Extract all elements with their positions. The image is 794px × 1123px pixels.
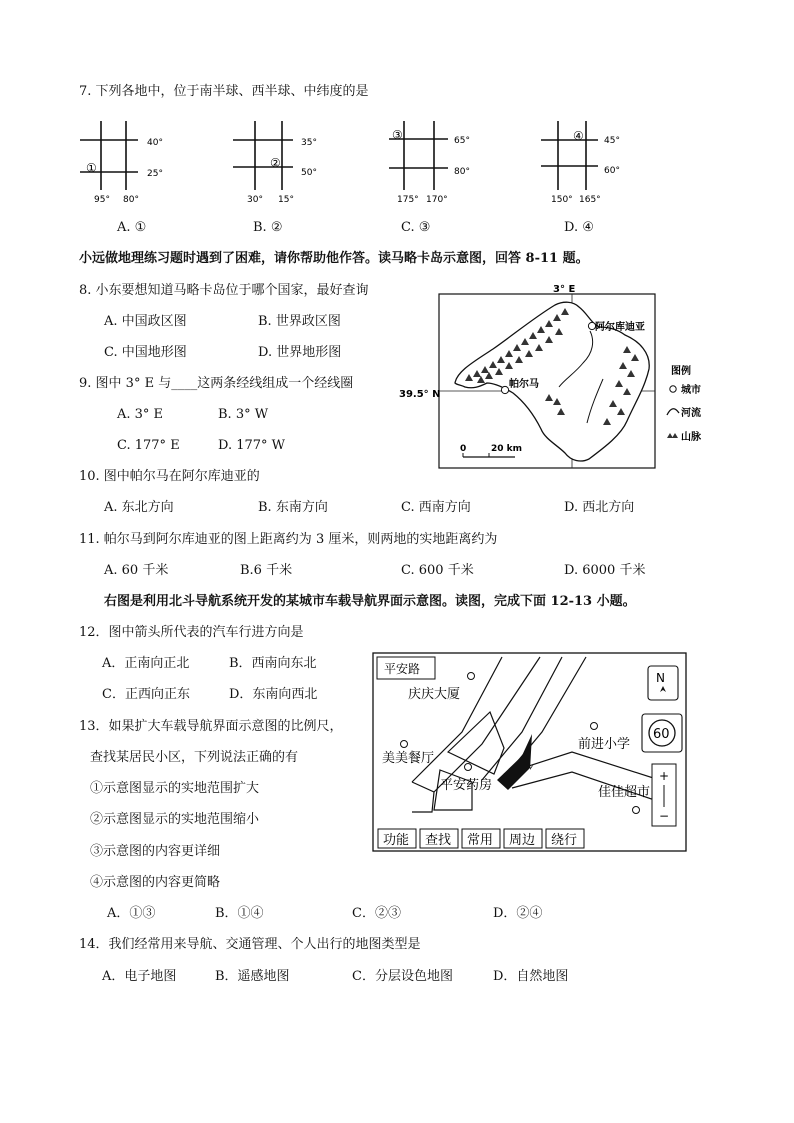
q9-option-b[interactable]: B. 3° W bbox=[218, 407, 269, 422]
grid4-lon-left: 150° bbox=[551, 195, 573, 205]
grid1-marker: ① bbox=[86, 161, 97, 175]
grid1-lat-bottom: 25° bbox=[147, 169, 163, 179]
grid4-lon-right: 165° bbox=[579, 195, 601, 205]
q13-option-a[interactable]: A．①③ bbox=[107, 906, 156, 921]
grid4-lat-top: 45° bbox=[604, 136, 620, 146]
legend-river: 河流 bbox=[681, 408, 701, 419]
q13-option-c[interactable]: C．②③ bbox=[352, 906, 401, 921]
q10-option-a[interactable]: A. 东北方向 bbox=[104, 500, 174, 515]
q10-stem: 10. 图中帕尔马在阿尔库迪亚的 bbox=[79, 469, 260, 484]
grid2-lat-top: 35° bbox=[301, 138, 317, 148]
nav-button-detour[interactable]: 绕行 bbox=[551, 833, 578, 848]
q11-stem: 11. 帕尔马到阿尔库迪亚的图上距离约为 3 厘米，则两地的实地距离约为 bbox=[79, 532, 498, 547]
lat-lon-grid-2 bbox=[233, 121, 317, 205]
q14-option-c[interactable]: C．分层设色地图 bbox=[352, 969, 453, 984]
q14-stem: 14．我们经常用来导航、交通管理、个人出行的地图类型是 bbox=[79, 937, 421, 952]
lat-lon-grid-4 bbox=[541, 121, 620, 205]
grid2-lon-right: 15° bbox=[278, 195, 294, 205]
grid1-lat-top: 40° bbox=[147, 138, 163, 148]
q13-item-1: ①示意图显示的实地范围扩大 bbox=[90, 781, 260, 796]
q9-option-a[interactable]: A. 3° E bbox=[117, 407, 164, 422]
q14-option-b[interactable]: B．遥感地图 bbox=[215, 969, 290, 984]
nav-button-bar bbox=[378, 829, 584, 848]
grid2-lon-left: 30° bbox=[247, 195, 263, 205]
nav-button-function[interactable]: 功能 bbox=[383, 833, 410, 848]
q10-option-d[interactable]: D. 西北方向 bbox=[564, 500, 635, 515]
speed-limit: 60 bbox=[653, 727, 670, 742]
legend-city: 城市 bbox=[681, 385, 701, 396]
q12-option-a[interactable]: A．正南向正北 bbox=[102, 656, 190, 671]
q7-grids bbox=[0, 0, 794, 210]
q13-option-d[interactable]: D．②④ bbox=[493, 906, 543, 921]
legend-river-icon bbox=[667, 409, 679, 415]
pharmacy-label: 平安药房 bbox=[440, 778, 493, 793]
q8-option-a[interactable]: A. 中国政区图 bbox=[104, 314, 187, 329]
pharmacy-marker[interactable] bbox=[465, 764, 472, 771]
grid3-lon-left: 175° bbox=[397, 195, 419, 205]
q7-option-b[interactable]: B. ② bbox=[253, 220, 283, 235]
nav-button-frequent[interactable]: 常用 bbox=[467, 833, 494, 848]
q8-stem: 8. 小东要想知道马略卡岛位于哪个国家，最好查询 bbox=[79, 283, 369, 298]
school-label: 前进小学 bbox=[578, 737, 631, 752]
grid1-lon-left: 95° bbox=[94, 195, 110, 205]
q7-option-a[interactable]: A. ① bbox=[117, 220, 147, 235]
intro-8-11: 小远做地理练习题时遇到了困难，请你帮助他作答。读马略卡岛示意图，回答 8-11 题。 bbox=[79, 251, 589, 266]
q13-stem-line1: 13．如果扩大车载导航界面示意图的比例尺， bbox=[79, 719, 343, 734]
q14-option-a[interactable]: A．电子地图 bbox=[102, 969, 177, 984]
grid3-lat-bottom: 80° bbox=[454, 167, 470, 177]
nav-button-search[interactable]: 查找 bbox=[425, 833, 452, 848]
alcudia-label: 阿尔库迪亚 bbox=[595, 322, 645, 333]
nav-button-nearby[interactable]: 周边 bbox=[509, 833, 536, 848]
palma-city-marker bbox=[501, 386, 508, 393]
grid3-lon-right: 170° bbox=[426, 195, 448, 205]
q14-option-d[interactable]: D．自然地图 bbox=[493, 969, 569, 984]
intro-12-13: 右图是利用北斗导航系统开发的某城市车载导航界面示意图。读图，完成下面 12-13 小题。 bbox=[104, 594, 636, 609]
q12-option-c[interactable]: C．正西向正东 bbox=[102, 687, 190, 702]
road-name: 平安路 bbox=[384, 662, 421, 676]
lat-lon-grid-1 bbox=[80, 121, 163, 205]
qingqing-marker[interactable] bbox=[468, 673, 475, 680]
q7-option-c[interactable]: C. ③ bbox=[401, 220, 431, 235]
lon-label: 3° E bbox=[553, 284, 576, 295]
q13-item-2: ②示意图显示的实地范围缩小 bbox=[90, 812, 260, 827]
scale-zero: 0 bbox=[460, 444, 467, 454]
qingqing-label: 庆庆大厦 bbox=[408, 687, 461, 702]
palma-label: 帕尔马 bbox=[509, 379, 539, 390]
grid3-lat-top: 65° bbox=[454, 136, 470, 146]
lat-label: 39.5° N bbox=[399, 389, 441, 400]
grid4-lat-bottom: 60° bbox=[604, 166, 620, 176]
grid4-marker: ④ bbox=[573, 129, 584, 143]
grid1-lon-right: 80° bbox=[123, 195, 139, 205]
lat-lon-grid-3 bbox=[389, 121, 470, 205]
q12-option-b[interactable]: B．西南向东北 bbox=[229, 656, 317, 671]
q13-item-4: ④示意图的内容更简略 bbox=[90, 875, 221, 890]
legend-title: 图例 bbox=[671, 366, 691, 377]
meimei-label: 美美餐厅 bbox=[382, 751, 435, 766]
q11-option-c[interactable]: C. 600 千米 bbox=[401, 563, 474, 578]
q13-stem-line2: 查找某居民小区，下列说法正确的有 bbox=[90, 750, 299, 765]
q7-option-d[interactable]: D. ④ bbox=[564, 220, 594, 235]
q7-stem: 7. 下列各地中，位于南半球、西半球、中纬度的是 bbox=[79, 84, 369, 99]
zoom-in-button[interactable]: + bbox=[659, 769, 670, 783]
meimei-marker[interactable] bbox=[401, 741, 408, 748]
scale-dist: 20 km bbox=[491, 444, 523, 454]
q12-option-d[interactable]: D．东南向西北 bbox=[229, 687, 318, 702]
q9-option-d[interactable]: D. 177° W bbox=[218, 438, 286, 453]
island-map bbox=[395, 283, 701, 473]
school-marker[interactable] bbox=[591, 723, 598, 730]
q12-stem: 12．图中箭头所代表的汽车行进方向是 bbox=[79, 625, 304, 640]
legend-mountain: 山脉 bbox=[681, 432, 701, 443]
q11-option-d[interactable]: D. 6000 千米 bbox=[564, 563, 646, 578]
zoom-out-button[interactable]: − bbox=[659, 809, 670, 823]
q13-option-b[interactable]: B．①④ bbox=[215, 906, 264, 921]
legend-city-icon bbox=[670, 386, 676, 392]
q13-item-3: ③示意图的内容更详细 bbox=[90, 844, 221, 859]
grid3-marker: ③ bbox=[392, 128, 403, 142]
q10-option-c[interactable]: C. 西南方向 bbox=[401, 500, 471, 515]
q9-option-c[interactable]: C. 177° E bbox=[117, 438, 180, 453]
q8-option-d[interactable]: D. 世界地形图 bbox=[258, 345, 342, 360]
q11-option-b[interactable]: B.6 千米 bbox=[240, 563, 293, 578]
q10-option-b[interactable]: B. 东南方向 bbox=[258, 500, 328, 515]
grid2-lat-bottom: 50° bbox=[301, 168, 317, 178]
supermarket-marker[interactable] bbox=[633, 807, 640, 814]
north-label: N bbox=[656, 671, 665, 685]
q8-option-b[interactable]: B. 世界政区图 bbox=[258, 314, 341, 329]
grid2-marker: ② bbox=[270, 156, 281, 170]
q8-option-c[interactable]: C. 中国地形图 bbox=[104, 345, 187, 360]
q11-option-a[interactable]: A. 60 千米 bbox=[104, 563, 169, 578]
q9-stem: 9. 图中 3° E 与____这两条经线组成一个经线圈 bbox=[79, 376, 354, 391]
legend-mountain-icon bbox=[667, 433, 678, 438]
nav-map bbox=[372, 652, 688, 852]
supermarket-label: 佳佳超市 bbox=[598, 785, 651, 800]
